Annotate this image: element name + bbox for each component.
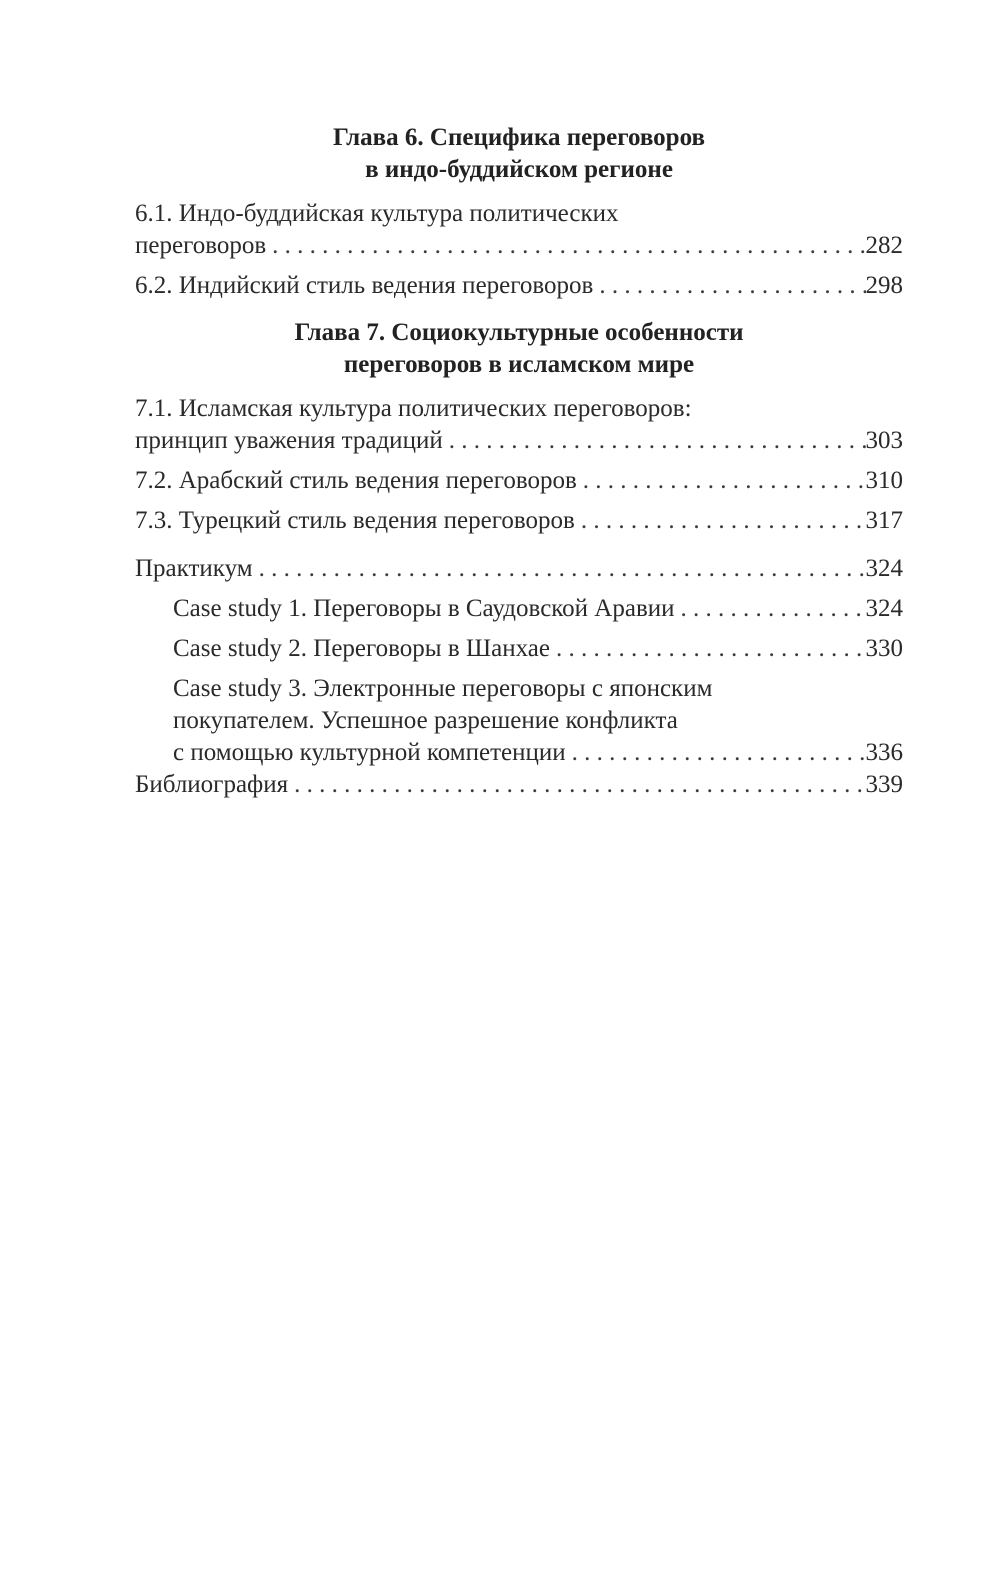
dot-leader	[253, 553, 866, 585]
toc-entry-practicum[interactable]	[135, 553, 903, 585]
toc-entry-case-study-3-line1: Case study 3. Электронные переговоры с японским	[173, 675, 713, 702]
toc-entry-case-study-1-page: 324	[865, 595, 903, 622]
toc-entry-7-3[interactable]	[135, 505, 903, 537]
toc-entry-bibliography[interactable]	[135, 769, 903, 801]
toc-entry-7-2[interactable]	[135, 465, 903, 497]
toc-entry-7-1-page: 303	[865, 427, 903, 454]
chapter-6-heading	[135, 122, 903, 186]
table-of-contents	[135, 118, 903, 801]
toc-entry-practicum-page: 324	[865, 555, 903, 582]
toc-entry-case-study-2-title: Case study 2. Переговоры в Шанхае	[173, 635, 550, 662]
dot-leader	[593, 270, 865, 302]
toc-entry-6-1-line1: 6.1. Индо-буддийская культура политических	[135, 200, 619, 227]
dot-leader	[443, 425, 866, 457]
dot-leader	[577, 465, 866, 497]
chapter-7-title-line1: Глава 7. Социокультурные особенности	[294, 319, 744, 346]
toc-entry-6-2[interactable]	[135, 270, 903, 302]
dot-leader	[550, 633, 866, 665]
toc-entry-case-study-2[interactable]	[135, 633, 903, 665]
toc-entry-bibliography-title: Библиография	[135, 771, 289, 798]
toc-entry-7-2-page: 310	[865, 467, 903, 494]
toc-entry-7-1-line1: 7.1. Исламская культура политических переговоров:	[135, 395, 692, 422]
dot-leader	[266, 230, 865, 262]
toc-entry-7-3-page: 317	[865, 507, 903, 534]
toc-entry-case-study-2-page: 330	[865, 635, 903, 662]
toc-entry-6-2-page: 298	[865, 272, 903, 299]
toc-entry-6-1-line2: переговоров	[135, 232, 267, 259]
toc-entry-bibliography-page: 339	[865, 771, 903, 798]
toc-entry-7-3-title: 7.3. Турецкий стиль ведения переговоров	[135, 507, 575, 534]
toc-entry-7-2-title: 7.2. Арабский стиль ведения переговоров	[135, 467, 577, 494]
chapter-6-title-line1: Глава 6. Специфика переговоров	[333, 124, 705, 151]
toc-entry-case-study-3-line2: покупателем. Успешное разрешение конфликта	[173, 707, 678, 734]
toc-entry-6-2-title: 6.2. Индийский стиль ведения переговоров	[135, 272, 594, 299]
toc-entry-practicum-title: Практикум	[135, 555, 253, 582]
chapter-7-title-line2: переговоров в исламском мире	[343, 351, 695, 378]
dot-leader	[566, 737, 866, 769]
dot-leader	[575, 505, 866, 537]
toc-entry-case-study-3[interactable]	[135, 673, 903, 769]
toc-entry-7-1[interactable]	[135, 393, 903, 457]
toc-entry-case-study-1[interactable]	[135, 593, 903, 625]
toc-entry-case-study-3-page: 336	[865, 739, 903, 766]
dot-leader	[288, 769, 865, 801]
toc-entry-case-study-1-title: Case study 1. Переговоры в Саудовской Аравии	[173, 595, 675, 622]
toc-entry-6-1[interactable]	[135, 198, 903, 262]
toc-entry-7-1-line2: принцип уважения традиций	[135, 427, 443, 454]
toc-entry-case-study-3-line3: с помощью культурной компетенции	[173, 739, 566, 766]
chapter-6-title-line2: в индо-буддийском регионе	[365, 156, 673, 183]
dot-leader	[675, 593, 866, 625]
toc-entry-6-1-page: 282	[865, 232, 903, 259]
chapter-7-heading	[135, 317, 903, 381]
